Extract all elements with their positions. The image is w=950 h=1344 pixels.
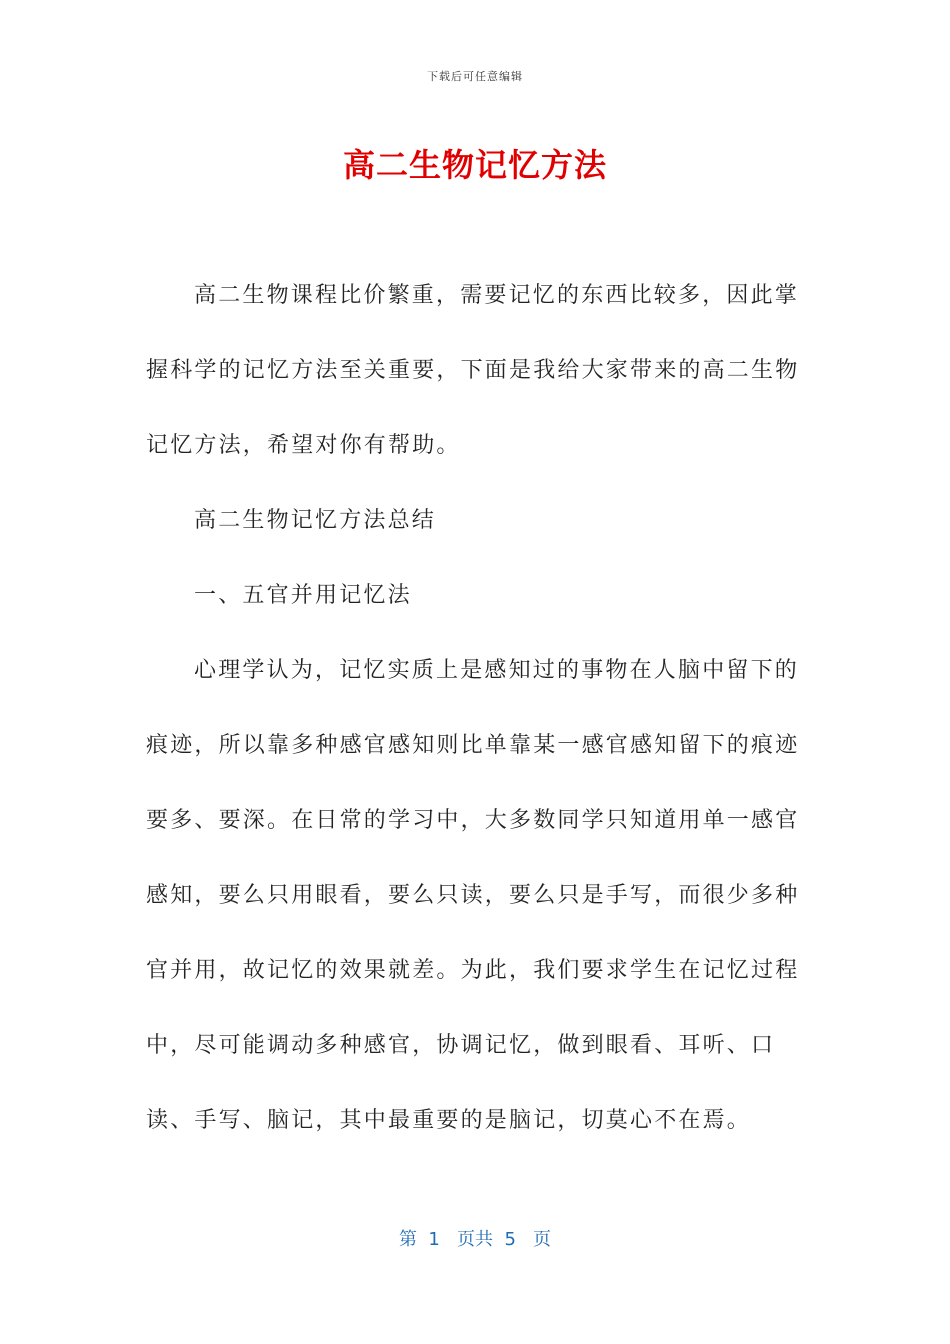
paragraph-intro: 高二生物课程比价繁重，需要记忆的东西比较多，因此掌握科学的记忆方法至关重要，下面是我给大家带来的高二生物记忆方法，希望对你有帮助。	[146, 283, 800, 458]
page-number-footer: 第 1 页共 5 页	[398, 1229, 552, 1250]
document-title: 高二生物记忆方法	[342, 146, 607, 184]
paragraph-section-heading: 高二生物记忆方法总结	[194, 508, 437, 533]
document-body	[146, 258, 816, 1158]
paragraph-body: 心理学认为，记忆实质上是感知过的事物在人脑中留下的痕迹，所以靠多种感官感知则比单靠某一感官感知留下的痕迹要多、要深。在日常的学习中，大多数同学只知道用单一感官感知，要么只用眼看，要么只读，要么只是手写，而很少多种官并用，故记忆的效果就差。为此，我们要求学生在记忆过程中，尽可能调动多种感官，协调记忆，做到眼看、耳听、口读、手写、脑记，其中最重要的是脑记，切莫心不在焉。	[146, 658, 800, 1133]
page-header-note: 下载后可任意编辑	[427, 70, 523, 83]
paragraph-subheading: 一、五官并用记忆法	[194, 583, 412, 608]
